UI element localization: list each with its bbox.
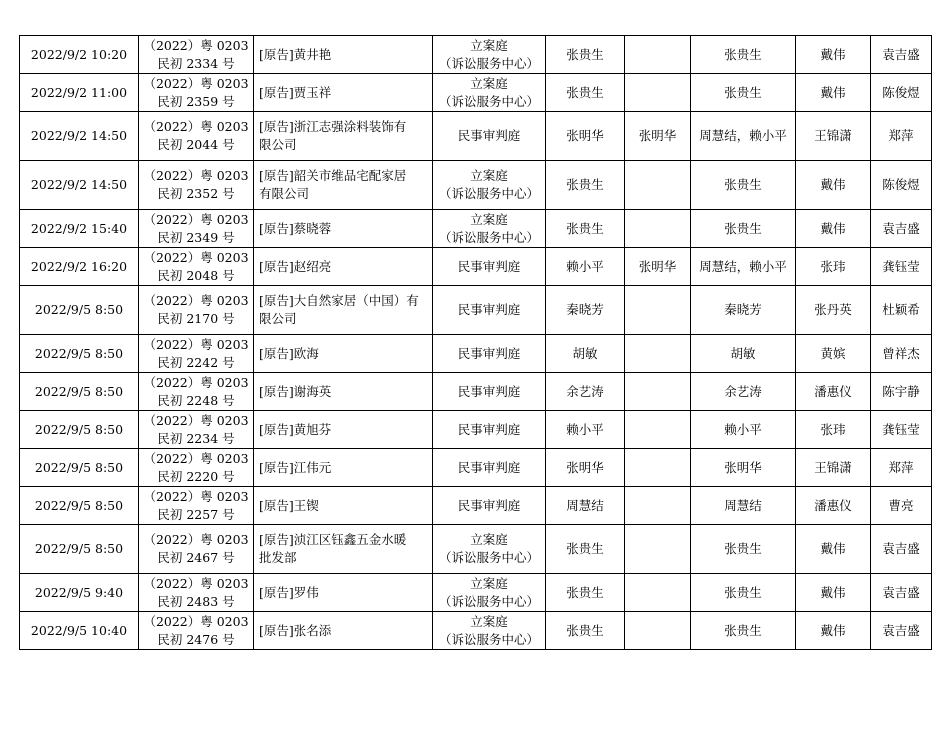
judges-panel: 张明华 — [691, 449, 796, 487]
panel-member — [625, 161, 691, 210]
judge-assistant: 戴伟 — [796, 574, 871, 612]
hearing-time: 2022/9/5 10:40 — [20, 612, 139, 650]
case-number — [139, 36, 254, 74]
judge-assistant: 王锦潇 — [796, 112, 871, 161]
case-number-line1: （2022）粤 0203 — [143, 374, 249, 390]
case-number-line1: （2022）粤 0203 — [143, 75, 249, 91]
court-clerk: 袁吉盛 — [871, 36, 932, 74]
party-line1: [原告]黄井艳 — [259, 46, 332, 62]
table-row — [20, 210, 932, 248]
judge-assistant: 戴伟 — [796, 210, 871, 248]
presiding-judge: 赖小平 — [546, 411, 625, 449]
party-line1: [原告]王锲 — [259, 497, 319, 513]
table-row — [20, 248, 932, 286]
court-line2: （诉讼服务中心） — [438, 186, 539, 201]
party — [254, 210, 433, 248]
court-division — [433, 411, 546, 449]
party — [254, 335, 433, 373]
court-division — [433, 525, 546, 574]
case-number — [139, 74, 254, 112]
party-line1: [原告]罗伟 — [259, 584, 319, 600]
judges-panel: 周慧结 — [691, 487, 796, 525]
case-number-line1: （2022）粤 0203 — [143, 211, 249, 227]
party-line1: [原告]蔡晓蓉 — [259, 220, 332, 236]
party — [254, 525, 433, 574]
court-line1: 立案庭 — [470, 575, 508, 591]
hearing-time: 2022/9/2 10:20 — [20, 36, 139, 74]
court-division — [433, 74, 546, 112]
case-number-line2: 民初 2234 号 — [157, 430, 235, 446]
case-number-line1: （2022）粤 0203 — [143, 575, 249, 591]
table-row — [20, 335, 932, 373]
court-line1: 立案庭 — [470, 613, 508, 629]
judge-assistant: 戴伟 — [796, 612, 871, 650]
party — [254, 286, 433, 335]
court-division — [433, 612, 546, 650]
presiding-judge: 张贵生 — [546, 525, 625, 574]
court-clerk: 袁吉盛 — [871, 210, 932, 248]
case-number-line2: 民初 2248 号 — [157, 392, 235, 408]
judges-panel: 秦晓芳 — [691, 286, 796, 335]
court-division — [433, 161, 546, 210]
judges-panel: 胡敏 — [691, 335, 796, 373]
case-number-line1: （2022）粤 0203 — [143, 336, 249, 352]
court-division — [433, 373, 546, 411]
case-number-line1: （2022）粤 0203 — [143, 293, 249, 308]
court-clerk: 陈宇静 — [871, 373, 932, 411]
panel-member — [625, 612, 691, 650]
case-number-line1: （2022）粤 0203 — [143, 412, 249, 428]
party — [254, 161, 433, 210]
hearing-time: 2022/9/5 8:50 — [20, 286, 139, 335]
party — [254, 574, 433, 612]
presiding-judge: 秦晓芳 — [546, 286, 625, 335]
judge-assistant: 戴伟 — [796, 525, 871, 574]
party-line2: 限公司 — [259, 311, 297, 326]
judge-assistant: 张丹英 — [796, 286, 871, 335]
judges-panel: 周慧结，赖小平 — [691, 112, 796, 161]
court-clerk: 陈俊煜 — [871, 161, 932, 210]
case-number — [139, 411, 254, 449]
court-line1: 立案庭 — [470, 211, 508, 227]
party-line1: [原告]黄旭芬 — [259, 421, 332, 437]
table-row — [20, 574, 932, 612]
court-schedule-table — [19, 35, 932, 650]
court-line1: 民事审判庭 — [457, 421, 521, 437]
court-line1: 民事审判庭 — [457, 345, 521, 361]
table-row — [20, 525, 932, 574]
presiding-judge: 张贵生 — [546, 612, 625, 650]
party-line1: [原告]浈江区钰鑫五金水暖 — [259, 532, 407, 547]
party — [254, 112, 433, 161]
panel-member — [625, 449, 691, 487]
presiding-judge: 张明华 — [546, 112, 625, 161]
hearing-time: 2022/9/5 9:40 — [20, 574, 139, 612]
case-number-line1: （2022）粤 0203 — [143, 532, 249, 547]
table-row — [20, 373, 932, 411]
case-number — [139, 373, 254, 411]
court-line1: 立案庭 — [470, 168, 508, 183]
hearing-time: 2022/9/5 8:50 — [20, 335, 139, 373]
case-number-line2: 民初 2257 号 — [157, 506, 235, 522]
court-line1: 民事审判庭 — [457, 302, 521, 317]
case-number — [139, 525, 254, 574]
court-clerk: 曾祥杰 — [871, 335, 932, 373]
case-number-line2: 民初 2349 号 — [157, 229, 235, 245]
table-row — [20, 286, 932, 335]
court-line2: （诉讼服务中心） — [438, 229, 539, 245]
hearing-time: 2022/9/5 8:50 — [20, 487, 139, 525]
judge-assistant: 戴伟 — [796, 36, 871, 74]
party-line1: [原告]浙江志强涂料装饰有 — [259, 119, 407, 134]
court-division — [433, 335, 546, 373]
judges-panel: 张贵生 — [691, 36, 796, 74]
case-number — [139, 335, 254, 373]
presiding-judge: 张贵生 — [546, 210, 625, 248]
court-line1: 民事审判庭 — [457, 128, 521, 143]
case-number-line2: 民初 2044 号 — [157, 137, 235, 152]
table-row — [20, 74, 932, 112]
judge-assistant: 戴伟 — [796, 161, 871, 210]
court-line1: 民事审判庭 — [457, 459, 521, 475]
case-number-line1: （2022）粤 0203 — [143, 488, 249, 504]
party-line1: [原告]贾玉祥 — [259, 84, 332, 100]
party-line1: [原告]赵绍亮 — [259, 258, 332, 274]
presiding-judge: 周慧结 — [546, 487, 625, 525]
judge-assistant: 张玮 — [796, 411, 871, 449]
party-line2: 有限公司 — [259, 186, 310, 201]
hearing-time: 2022/9/2 15:40 — [20, 210, 139, 248]
case-number-line1: （2022）粤 0203 — [143, 450, 249, 466]
hearing-time: 2022/9/5 8:50 — [20, 373, 139, 411]
party-line1: [原告]谢海英 — [259, 383, 332, 399]
court-clerk: 袁吉盛 — [871, 574, 932, 612]
court-clerk: 袁吉盛 — [871, 525, 932, 574]
panel-member — [625, 286, 691, 335]
case-number-line1: （2022）粤 0203 — [143, 249, 249, 265]
case-number-line1: （2022）粤 0203 — [143, 168, 249, 183]
judge-assistant: 王锦潇 — [796, 449, 871, 487]
table-row — [20, 487, 932, 525]
case-number — [139, 248, 254, 286]
presiding-judge: 张贵生 — [546, 36, 625, 74]
party — [254, 248, 433, 286]
court-line1: 民事审判庭 — [457, 497, 521, 513]
case-number-line1: （2022）粤 0203 — [143, 37, 249, 53]
judges-panel: 余艺涛 — [691, 373, 796, 411]
judges-panel: 张贵生 — [691, 74, 796, 112]
hearing-time: 2022/9/2 11:00 — [20, 74, 139, 112]
case-number — [139, 112, 254, 161]
party — [254, 36, 433, 74]
judges-panel: 张贵生 — [691, 574, 796, 612]
case-number-line2: 民初 2170 号 — [157, 311, 235, 326]
court-clerk: 郑萍 — [871, 449, 932, 487]
party-line1: [原告]江伟元 — [259, 459, 332, 475]
party — [254, 74, 433, 112]
hearing-time: 2022/9/2 14:50 — [20, 161, 139, 210]
party-line2: 批发部 — [259, 550, 297, 565]
presiding-judge: 张贵生 — [546, 161, 625, 210]
case-number-line2: 民初 2359 号 — [157, 93, 235, 109]
court-division — [433, 449, 546, 487]
judges-panel: 张贵生 — [691, 210, 796, 248]
party — [254, 612, 433, 650]
party-line1: [原告]韶关市维品宅配家居 — [259, 168, 407, 183]
presiding-judge: 张明华 — [546, 449, 625, 487]
party — [254, 373, 433, 411]
table-row — [20, 161, 932, 210]
judge-assistant: 黄嫔 — [796, 335, 871, 373]
party-line1: [原告]张名添 — [259, 622, 332, 638]
table-row — [20, 36, 932, 74]
panel-member — [625, 74, 691, 112]
case-number-line2: 民初 2242 号 — [157, 354, 235, 370]
court-division — [433, 286, 546, 335]
table-row — [20, 449, 932, 487]
judges-panel: 张贵生 — [691, 612, 796, 650]
court-line1: 民事审判庭 — [457, 258, 521, 274]
case-number-line2: 民初 2476 号 — [157, 631, 235, 647]
judge-assistant: 张玮 — [796, 248, 871, 286]
schedule-body — [20, 36, 932, 650]
table-row — [20, 411, 932, 449]
case-number — [139, 161, 254, 210]
case-number — [139, 449, 254, 487]
court-clerk: 龚钰莹 — [871, 411, 932, 449]
court-line2: （诉讼服务中心） — [438, 93, 539, 109]
party-line1: [原告]大自然家居（中国）有 — [259, 293, 419, 308]
table-row — [20, 612, 932, 650]
judge-assistant: 戴伟 — [796, 74, 871, 112]
party — [254, 411, 433, 449]
court-line1: 民事审判庭 — [457, 383, 521, 399]
party — [254, 449, 433, 487]
case-number-line1: （2022）粤 0203 — [143, 613, 249, 629]
case-number-line2: 民初 2048 号 — [157, 267, 235, 283]
court-line1: 立案庭 — [470, 75, 508, 91]
case-number — [139, 574, 254, 612]
court-clerk: 龚钰莹 — [871, 248, 932, 286]
case-number — [139, 286, 254, 335]
court-clerk: 曹亮 — [871, 487, 932, 525]
panel-member — [625, 36, 691, 74]
presiding-judge: 张贵生 — [546, 74, 625, 112]
case-number-line2: 民初 2467 号 — [157, 550, 235, 565]
table-row — [20, 112, 932, 161]
judges-panel: 张贵生 — [691, 525, 796, 574]
judges-panel: 张贵生 — [691, 161, 796, 210]
presiding-judge: 赖小平 — [546, 248, 625, 286]
hearing-time: 2022/9/5 8:50 — [20, 449, 139, 487]
hearing-time: 2022/9/2 16:20 — [20, 248, 139, 286]
court-division — [433, 487, 546, 525]
court-line2: （诉讼服务中心） — [438, 593, 539, 609]
case-number-line2: 民初 2352 号 — [157, 186, 235, 201]
panel-member — [625, 373, 691, 411]
court-clerk: 郑萍 — [871, 112, 932, 161]
case-number — [139, 210, 254, 248]
court-division — [433, 210, 546, 248]
case-number — [139, 612, 254, 650]
presiding-judge: 余艺涛 — [546, 373, 625, 411]
party-line2: 限公司 — [259, 137, 297, 152]
court-division — [433, 36, 546, 74]
panel-member — [625, 210, 691, 248]
court-clerk: 杜颖希 — [871, 286, 932, 335]
hearing-time: 2022/9/5 8:50 — [20, 411, 139, 449]
court-line2: （诉讼服务中心） — [438, 55, 539, 71]
panel-member — [625, 574, 691, 612]
hearing-time: 2022/9/5 8:50 — [20, 525, 139, 574]
panel-member — [625, 487, 691, 525]
party — [254, 487, 433, 525]
court-clerk: 袁吉盛 — [871, 612, 932, 650]
case-number-line2: 民初 2334 号 — [157, 55, 235, 71]
judge-assistant: 潘惠仪 — [796, 373, 871, 411]
case-number-line2: 民初 2483 号 — [157, 593, 235, 609]
court-line2: （诉讼服务中心） — [438, 550, 539, 565]
court-line2: （诉讼服务中心） — [438, 631, 539, 647]
court-division — [433, 248, 546, 286]
court-division — [433, 574, 546, 612]
court-line1: 立案庭 — [470, 37, 508, 53]
court-division — [433, 112, 546, 161]
court-line1: 立案庭 — [470, 532, 508, 547]
panel-member: 张明华 — [625, 112, 691, 161]
case-number — [139, 487, 254, 525]
panel-member — [625, 411, 691, 449]
party-line1: [原告]欧海 — [259, 345, 319, 361]
presiding-judge: 张贵生 — [546, 574, 625, 612]
hearing-time: 2022/9/2 14:50 — [20, 112, 139, 161]
panel-member: 张明华 — [625, 248, 691, 286]
panel-member — [625, 525, 691, 574]
case-number-line1: （2022）粤 0203 — [143, 119, 249, 134]
presiding-judge: 胡敏 — [546, 335, 625, 373]
case-number-line2: 民初 2220 号 — [157, 468, 235, 484]
judge-assistant: 潘惠仪 — [796, 487, 871, 525]
judges-panel: 周慧结，赖小平 — [691, 248, 796, 286]
panel-member — [625, 335, 691, 373]
judges-panel: 赖小平 — [691, 411, 796, 449]
court-clerk: 陈俊煜 — [871, 74, 932, 112]
